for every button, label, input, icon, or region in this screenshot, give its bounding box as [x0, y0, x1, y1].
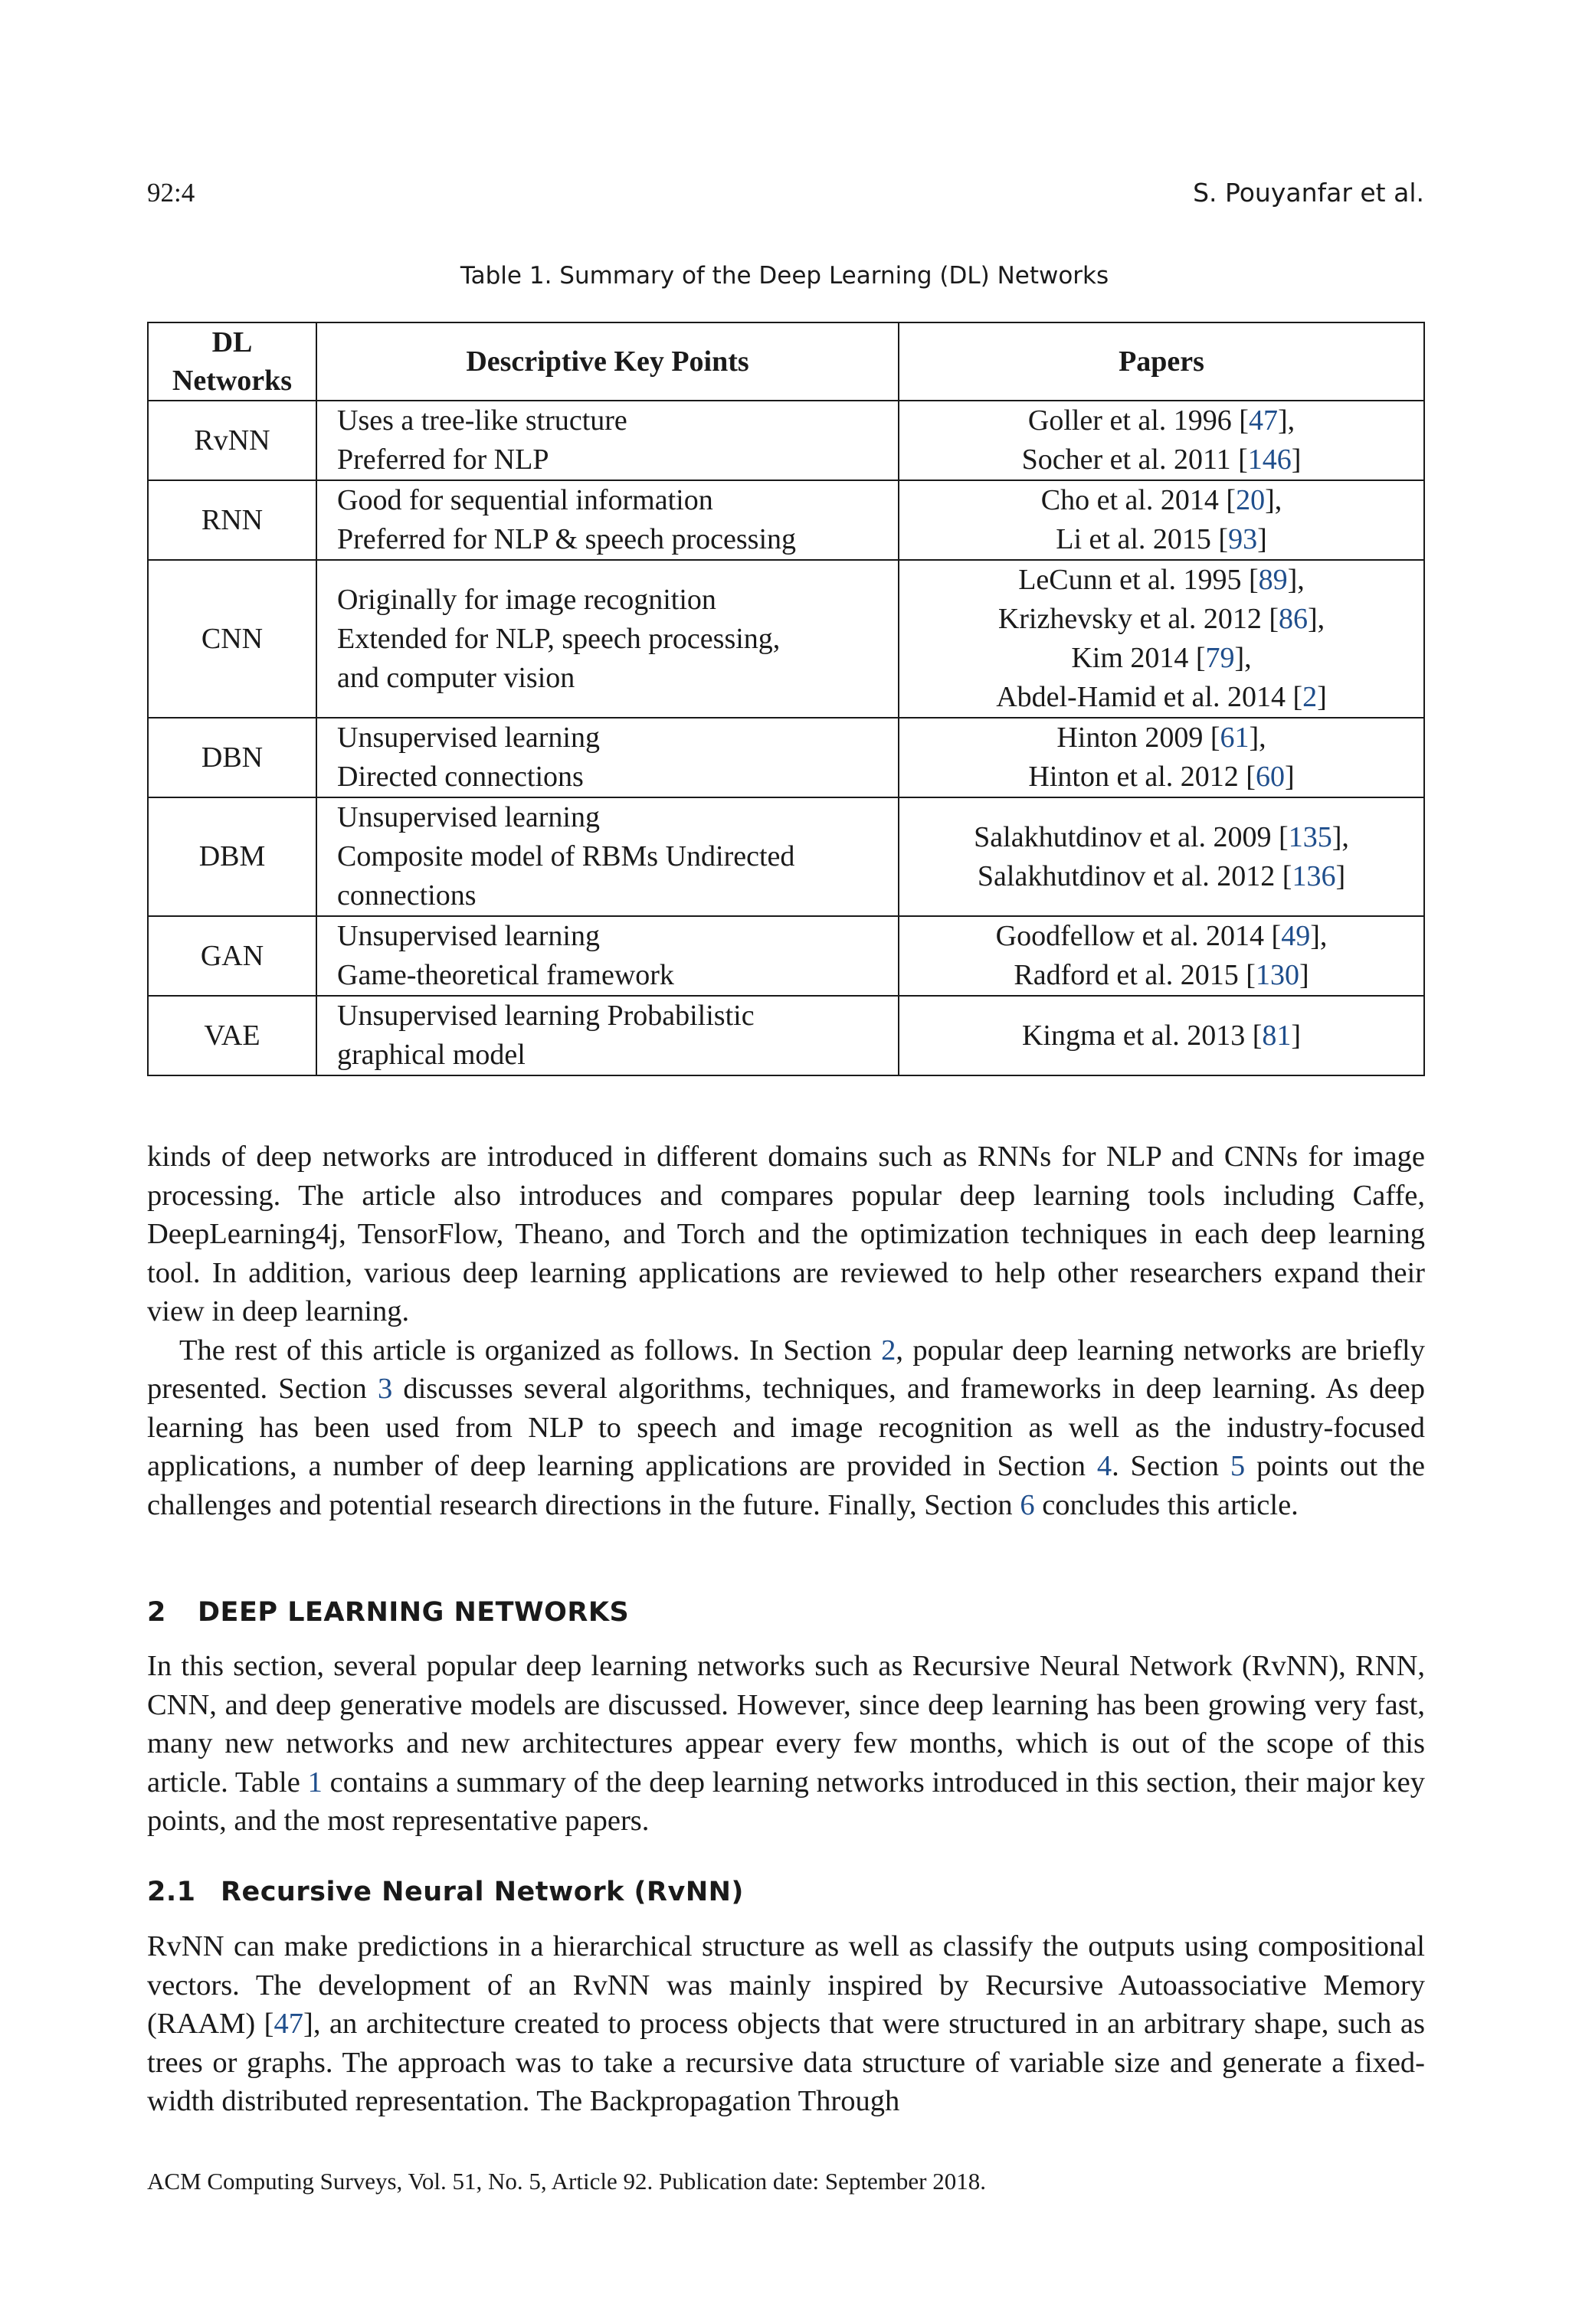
citation-link[interactable]: 136	[1292, 859, 1336, 892]
section-2-1-paragraph: RvNN can make predictions in a hierarchical structure as well as classify the outputs using compositional vectors. The development of an RvNN was mainly inspired by Recursive Autoassociative Memory (RAAM) [47], an architecture created to process objects that were structured in an arbitrary shape, such as trees or graphs. The approach was to take a recursive data structure of variable size and generate a fixed-width distributed representation. The Backpropagation Through	[147, 1930, 1425, 2117]
key-point-line: Unsupervised learning	[337, 920, 600, 952]
paper-citation: Salakhutdinov et al. 2009 [135],	[974, 820, 1349, 853]
key-point-line: Directed connections	[337, 761, 584, 793]
citation-link[interactable]: 2	[1302, 681, 1318, 713]
key-point-line: Originally for image recognition	[337, 583, 716, 616]
section-link-4[interactable]: 4	[1096, 1450, 1112, 1482]
citation-link[interactable]: 89	[1258, 564, 1288, 596]
paper-citation: Socher et al. 2011 [146]	[1021, 444, 1302, 476]
network-name: GAN	[148, 916, 316, 996]
paper-citation: Salakhutdinov et al. 2012 [136]	[977, 859, 1346, 892]
paragraph-1: kinds of deep networks are introduced in different domains such as RNNs for NLP and CNNs for image processing. The article also introduces and compares popular deep learning tools including Caffe, DeepLearning4j, TensorFlow, Theano, and Torch and the optimization techniques in each deep learning tool. In addition, various deep learning applications are reviewed to help other researchers expand their view in deep learning.	[147, 1141, 1425, 1327]
table-link-1[interactable]: 1	[307, 1766, 323, 1799]
papers	[899, 401, 1424, 480]
papers	[899, 996, 1424, 1075]
key-points	[316, 916, 899, 996]
table-row	[148, 560, 1424, 718]
table-body	[148, 401, 1424, 1075]
paper-citation: Krizhevsky et al. 2012 [86],	[997, 603, 1325, 635]
section-2-1-body	[147, 1927, 1425, 2121]
key-points	[316, 718, 899, 797]
table-row	[148, 718, 1424, 797]
papers	[899, 480, 1424, 560]
header-key-points: Descriptive Key Points	[316, 322, 899, 401]
key-point-line: Preferred for NLP & speech processing	[337, 523, 797, 555]
key-point-line: Unsupervised learning Probabilistic	[337, 1000, 755, 1032]
key-point-line: Unsupervised learning	[337, 801, 600, 833]
key-points	[316, 560, 899, 718]
dl-networks-table	[147, 322, 1425, 1076]
papers	[899, 560, 1424, 718]
key-point-line: graphical model	[337, 1039, 526, 1071]
paper-citation: Hinton 2009 [61],	[1056, 722, 1266, 754]
key-points	[316, 480, 899, 560]
citation-link[interactable]: 49	[1281, 920, 1311, 952]
citation-link[interactable]: 135	[1288, 820, 1332, 853]
section-link-5[interactable]: 5	[1230, 1450, 1246, 1482]
key-points	[316, 996, 899, 1075]
paper-citation: Abdel-Hamid et al. 2014 [2]	[996, 681, 1327, 713]
citation-link[interactable]: 86	[1279, 603, 1309, 635]
citation-link-47[interactable]: 47	[274, 2008, 303, 2040]
network-name: RNN	[148, 480, 316, 560]
network-name: DBM	[148, 797, 316, 916]
section-link-6[interactable]: 6	[1020, 1488, 1035, 1521]
key-point-line: Extended for NLP, speech processing,	[337, 622, 781, 655]
papers	[899, 916, 1424, 996]
table-row	[148, 916, 1424, 996]
header-dl-networks: DL Networks	[148, 322, 316, 401]
key-points	[316, 401, 899, 480]
paper-citation: Goodfellow et al. 2014 [49],	[995, 920, 1328, 952]
table-row	[148, 480, 1424, 560]
key-points	[316, 797, 899, 916]
paper-citation: Hinton et al. 2012 [60]	[1028, 761, 1295, 793]
key-point-line: Unsupervised learning	[337, 722, 600, 754]
paper-citation: Radford et al. 2015 [130]	[1014, 959, 1309, 991]
table-row	[148, 996, 1424, 1075]
section-2-paragraph: In this section, several popular deep learning networks such as Recursive Neural Network (RvNN), RNN, CNN, and deep generative models are discussed. However, since deep learning has been growing very fast, many new networks and new architectures appear every few months, which is out of the scope of this article. Table 1 contains a summary of the deep learning networks introduced in this section, their major key points, and the most representative papers.	[147, 1650, 1425, 1837]
header-papers: Papers	[899, 322, 1424, 401]
paper-citation: Kim 2014 [79],	[1071, 642, 1252, 674]
citation-link[interactable]: 60	[1255, 761, 1285, 793]
key-point-line: Good for sequential information	[337, 484, 713, 516]
key-point-line: Composite model of RBMs Undirected	[337, 840, 795, 872]
table-row	[148, 401, 1424, 480]
paper-citation: LeCunn et al. 1995 [89],	[1018, 564, 1305, 596]
citation-link[interactable]: 93	[1228, 523, 1258, 555]
network-name: VAE	[148, 996, 316, 1075]
paper-citation: Cho et al. 2014 [20],	[1040, 484, 1282, 516]
section-2-heading: 2 DEEP LEARNING NETWORKS	[147, 1597, 630, 1628]
key-point-line: Game-theoretical framework	[337, 959, 674, 991]
journal-footer: ACM Computing Surveys, Vol. 51, No. 5, Article 92. Publication date: September 2018.	[147, 2168, 986, 2195]
paper-citation: Li et al. 2015 [93]	[1056, 523, 1267, 555]
section-2-body	[147, 1647, 1425, 1841]
citation-link[interactable]: 146	[1247, 444, 1292, 476]
key-point-line: Preferred for NLP	[337, 444, 549, 476]
papers	[899, 797, 1424, 916]
section-link-3[interactable]: 3	[377, 1373, 393, 1405]
citation-link[interactable]: 81	[1262, 1019, 1292, 1052]
intro-continuation	[147, 1137, 1425, 1524]
section-2-1-heading: 2.1 Recursive Neural Network (RvNN)	[147, 1877, 744, 1907]
paragraph-2: The rest of this article is organized as follows. In Section 2, popular deep learning networks are briefly presented. Section 3 discusses several algorithms, techniques, and frameworks in deep learning. As deep learning has been used from NLP to speech and image recognition as well as the industry-focused applications, a number of deep learning applications are provided in Section 4. Section 5 points out the challenges and potential research directions in the future. Finally, Section 6 concludes this article.	[147, 1334, 1426, 1521]
network-name: CNN	[148, 560, 316, 718]
running-header-authors: S. Pouyanfar et al.	[1193, 178, 1424, 208]
citation-link[interactable]: 61	[1220, 722, 1250, 754]
key-point-line: connections	[337, 879, 477, 912]
citation-link[interactable]: 130	[1255, 959, 1299, 991]
section-link-2[interactable]: 2	[881, 1334, 896, 1367]
paper-citation: Goller et al. 1996 [47],	[1027, 404, 1295, 437]
paper-citation: Kingma et al. 2013 [81]	[1021, 1019, 1302, 1052]
network-name: DBN	[148, 718, 316, 797]
citation-link[interactable]: 47	[1248, 404, 1278, 437]
table-header-row	[148, 322, 1424, 401]
papers	[899, 718, 1424, 797]
table-caption: Table 1. Summary of the Deep Learning (DL) Networks	[460, 262, 1109, 290]
key-point-line: and computer vision	[337, 661, 575, 694]
citation-link[interactable]: 20	[1236, 484, 1266, 516]
page-number: 92:4	[147, 178, 195, 208]
key-point-line: Uses a tree-like structure	[337, 404, 627, 437]
table-row	[148, 797, 1424, 916]
citation-link[interactable]: 79	[1205, 642, 1235, 674]
network-name: RvNN	[148, 401, 316, 480]
